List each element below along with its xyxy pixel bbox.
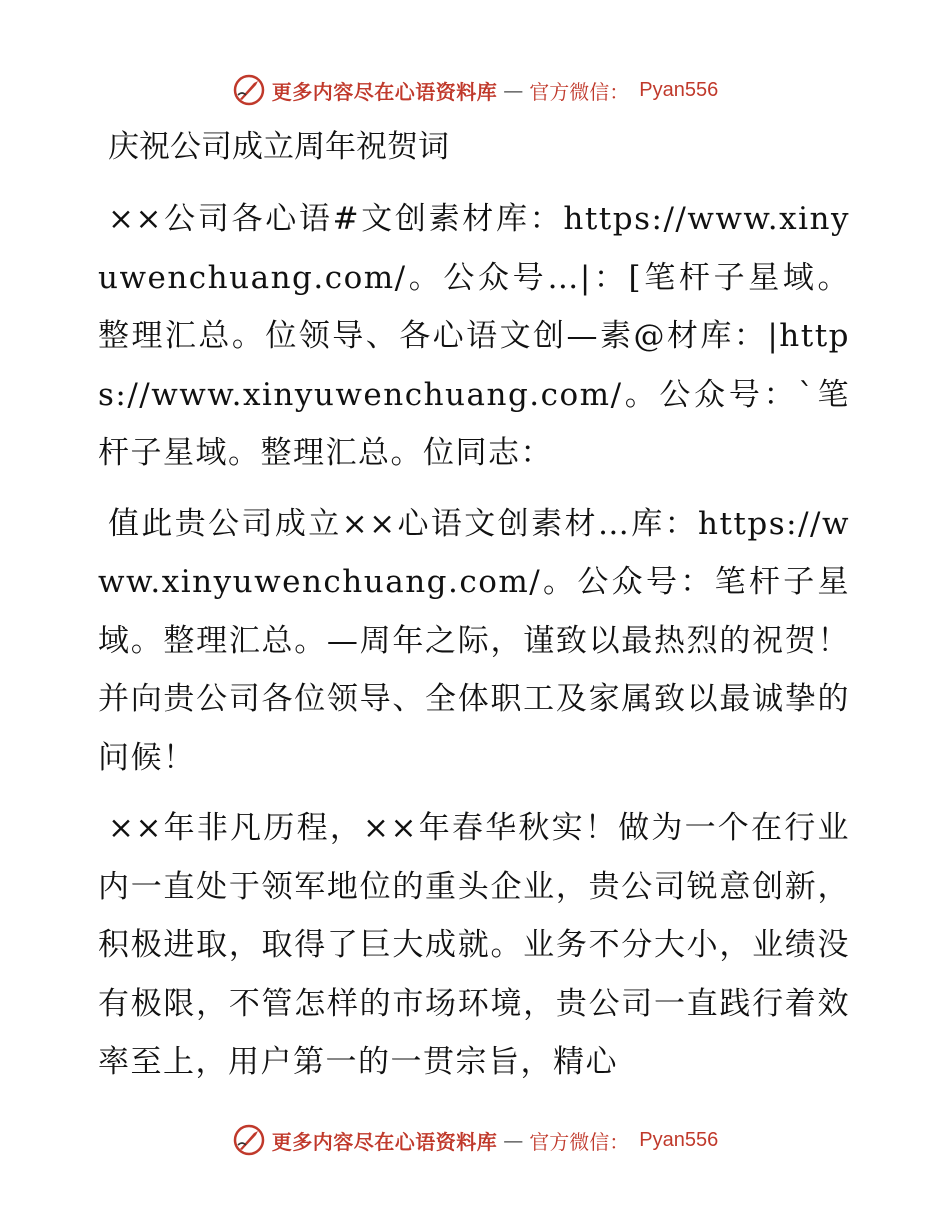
- watermark-wechat-label: 官方微信：: [529, 79, 630, 104]
- watermark-brand: 更多内容尽在心语资料库: [271, 1129, 498, 1154]
- watermark-handle: Pyan556: [639, 78, 719, 101]
- watermark-brand: 更多内容尽在心语资料库: [271, 79, 498, 104]
- document-body: [98, 118, 850, 1104]
- footer-watermark: [0, 1120, 950, 1160]
- watermark-wechat-label: 官方微信：: [529, 1129, 630, 1154]
- watermark-separator: —: [503, 1128, 524, 1152]
- quill-logo-icon: [232, 73, 266, 107]
- paragraph-salutation: ××公司各心语#文创素材库：https://www.xinyuwenchuang.com/。公众号…|：[笔杆子星域。整理汇总。位领导、各心语文创—素@材库：|https://www.xinyuwenchuang.com/。公众号：`笔杆子星域。整理汇总。位同志：: [98, 201, 850, 471]
- document-title: 庆祝公司成立周年祝贺词: [108, 129, 449, 165]
- quill-logo-icon: [232, 1123, 266, 1157]
- paragraph-history: ××年非凡历程，××年春华秋实！做为一个在行业内一直处于领军地位的重头企业，贵公司锐意创新，积极进取，取得了巨大成就。业务不分大小，业绩没有极限，不管怎样的市场环境，贵公司一直践行着效率至上，用户第一的一贯宗旨，精心: [98, 810, 850, 1080]
- paragraph-congratulations: 值此贵公司成立××心语文创素材…库：https://www.xinyuwenchuang.com/。公众号：笔杆子星域。整理汇总。—周年之际，谨致以最热烈的祝贺！并向贵公司各位领导、全体职工及家属致以最诚挚的问候！: [98, 505, 850, 776]
- watermark-handle: Pyan556: [639, 1128, 719, 1151]
- watermark-separator: —: [503, 78, 524, 102]
- header-watermark: [0, 70, 950, 110]
